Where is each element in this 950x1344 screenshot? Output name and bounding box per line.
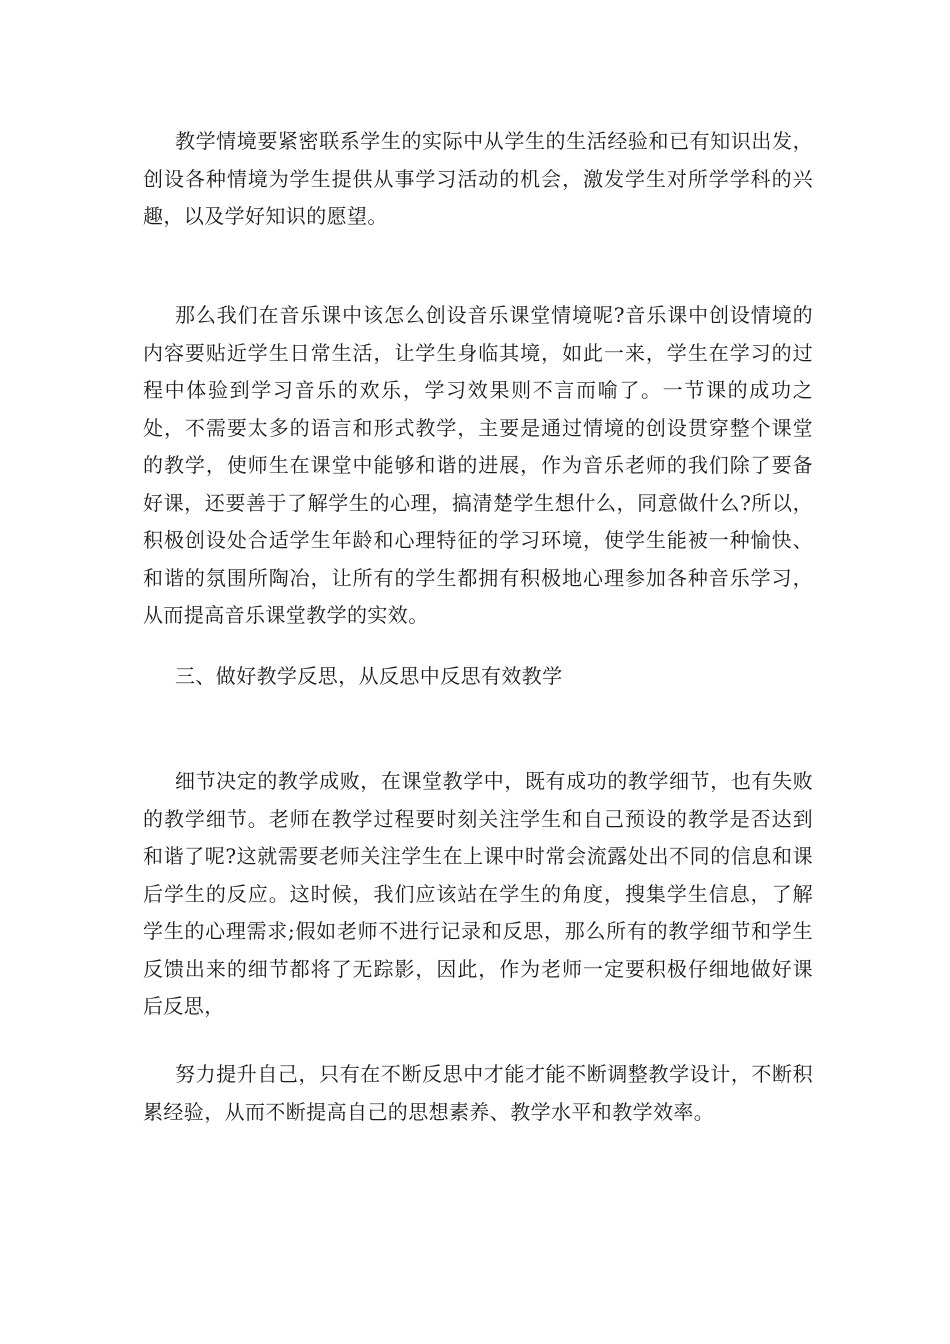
paragraph-music-class-situation: 那么我们在音乐课中该怎么创设音乐课堂情境呢?音乐课中创设情境的内容要贴近学生日常生活，让学生身临其境，如此一来，学生在学习的过程中体验到学习音乐的欢乐，学习效果则不言而喻了。一节课的成功之处，不需要太多的语言和形式教学，主要是通过情境的创设贯穿整个课堂的教学，使师生在课堂中能够和谐的进展，作为音乐老师的我们除了要备好课，还要善于了解学生的心理，搞清楚学生想什么，同意做什么?所以，积极创设处合适学生年龄和心理特征的学习环境，使学生能被一种愉快、和谐的氛围所陶冶，让所有的学生都拥有积极地心理参加各种音乐学习，从而提高音乐课堂教学的实效。 <box>143 303 813 627</box>
paragraph-self-improvement: 努力提升自己，只有在不断反思中才能才能不断调整教学设计，不断积累经验，从而不断提高自己的思想素养、教学水平和教学效率。 <box>143 1062 813 1124</box>
section-heading-reflection: 三、做好教学反思，从反思中反思有效教学 <box>175 664 563 688</box>
paragraph-teaching-details: 细节决定的教学成败，在课堂教学中，既有成功的教学细节，也有失败的教学细节。老师在教学过程要时刻关注学生和自己预设的教学是否达到和谐了呢?这就需要老师关注学生在上课中时常会流露处出不同的信息和课后学生的反应。这时候，我们应该站在学生的角度，搜集学生信息，了解学生的心理需求;假如老师不进行记录和反思，那么所有的教学细节和学生反馈出来的细节都将了无踪影，因此，作为老师一定要积极仔细地做好课后反思， <box>143 769 813 1018</box>
paragraph-situation-design: 教学情境要紧密联系学生的实际中从学生的生活经验和已有知识出发，创设各种情境为学生提供从事学习活动的机会，激发学生对所学学科的兴趣，以及学好知识的愿望。 <box>143 129 813 228</box>
